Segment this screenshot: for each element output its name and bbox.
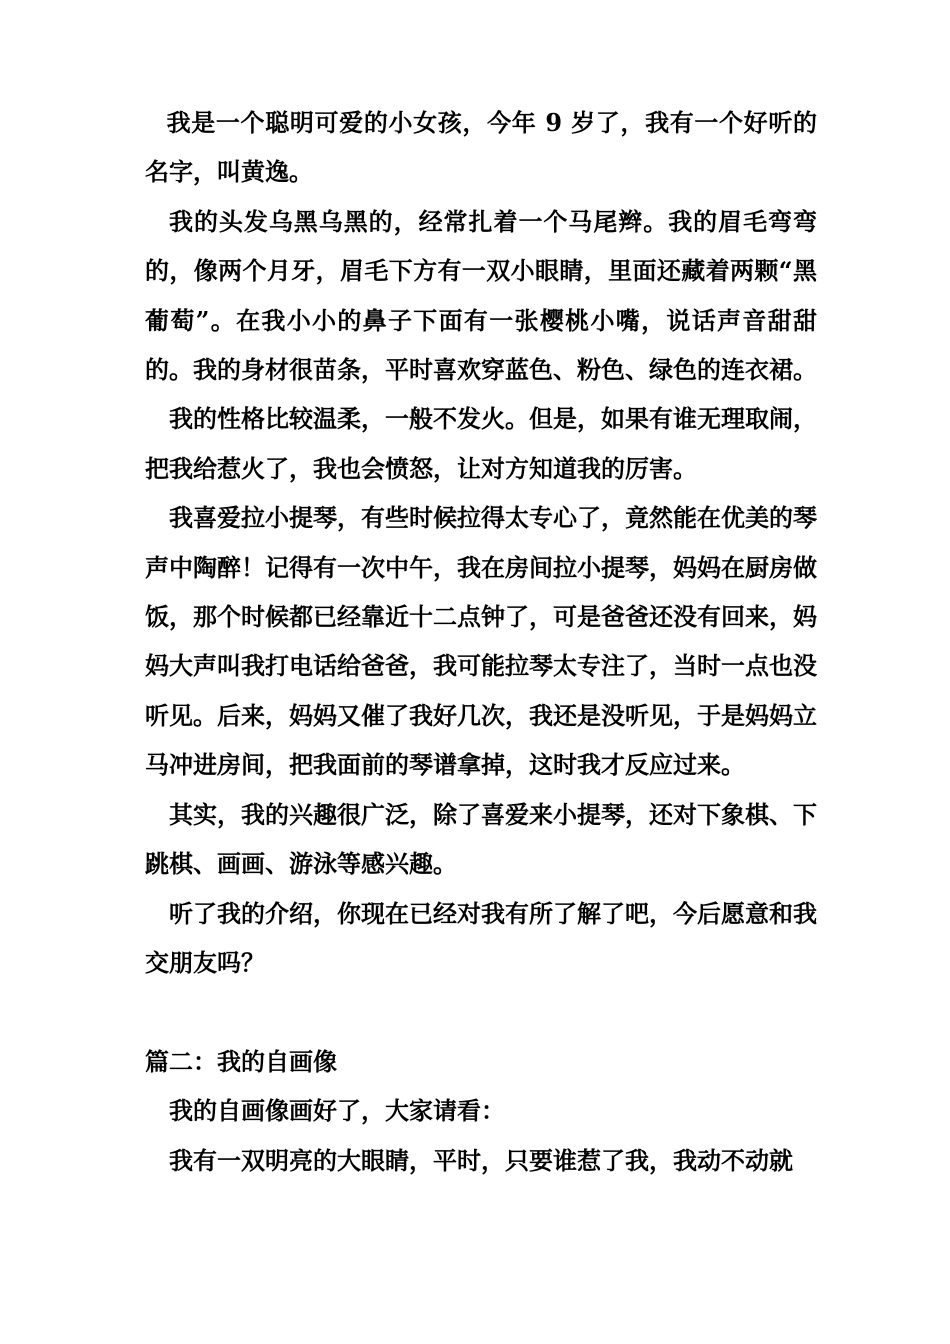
paragraph-intro: 我是一个聪明可爱的小女孩，今年 9 岁了，我有一个好听的名字，叫黄逸。 xyxy=(145,108,817,187)
paragraph-appearance: 我的头发乌黑乌黑的，经常扎着一个马尾辫。我的眉毛弯弯的，像两个月牙，眉毛下方有一双小眼睛，里面还藏着两颗“黑葡萄”。在我小小的鼻子下面有一张樱桃小嘴，说话声音甜甜的。我的身材很苗条，平时喜欢穿蓝色、粉色、绿色的连衣裙。 xyxy=(145,206,817,385)
paragraph-hobbies: 其实，我的兴趣很广泛，除了喜爱来小提琴，还对下象棋、下跳棋、画画、游泳等感兴趣。 xyxy=(145,799,817,879)
paragraph-section-intro: 我的自画像画好了，大家请看： xyxy=(169,1096,505,1126)
blank-line xyxy=(145,987,817,1036)
paragraph-personality: 我的性格比较温柔，一般不发火。但是，如果有谁无理取闹，把我给惹火了，我也会愤怒，让对方知道我的厉害。 xyxy=(145,404,817,483)
paragraph-section-eyes: 我有一双明亮的大眼睛，平时，只要谁惹了我，我动不动就 xyxy=(169,1145,793,1175)
section-heading: 篇二：我的自画像 xyxy=(145,1046,337,1076)
document-body xyxy=(145,98,817,1185)
paragraph-violin: 我喜爱拉小提琴，有些时候拉得太专心了，竟然能在优美的琴声中陶醉！记得有一次中午，我在房间拉小提琴，妈妈在厨房做饭，那个时候都已经靠近十二点钟了，可是爸爸还没有回来，妈妈大声叫我打电话给爸爸，我可能拉琴太专注了，当时一点也没听见。后来，妈妈又催了我好几次，我还是没听见，于是妈妈立马冲进房间，把我面前的琴谱拿掉，这时我才反应过来。 xyxy=(145,503,817,780)
paragraph-closing: 听了我的介绍，你现在已经对我有所了解了吧，今后愿意和我交朋友吗？ xyxy=(145,898,817,977)
